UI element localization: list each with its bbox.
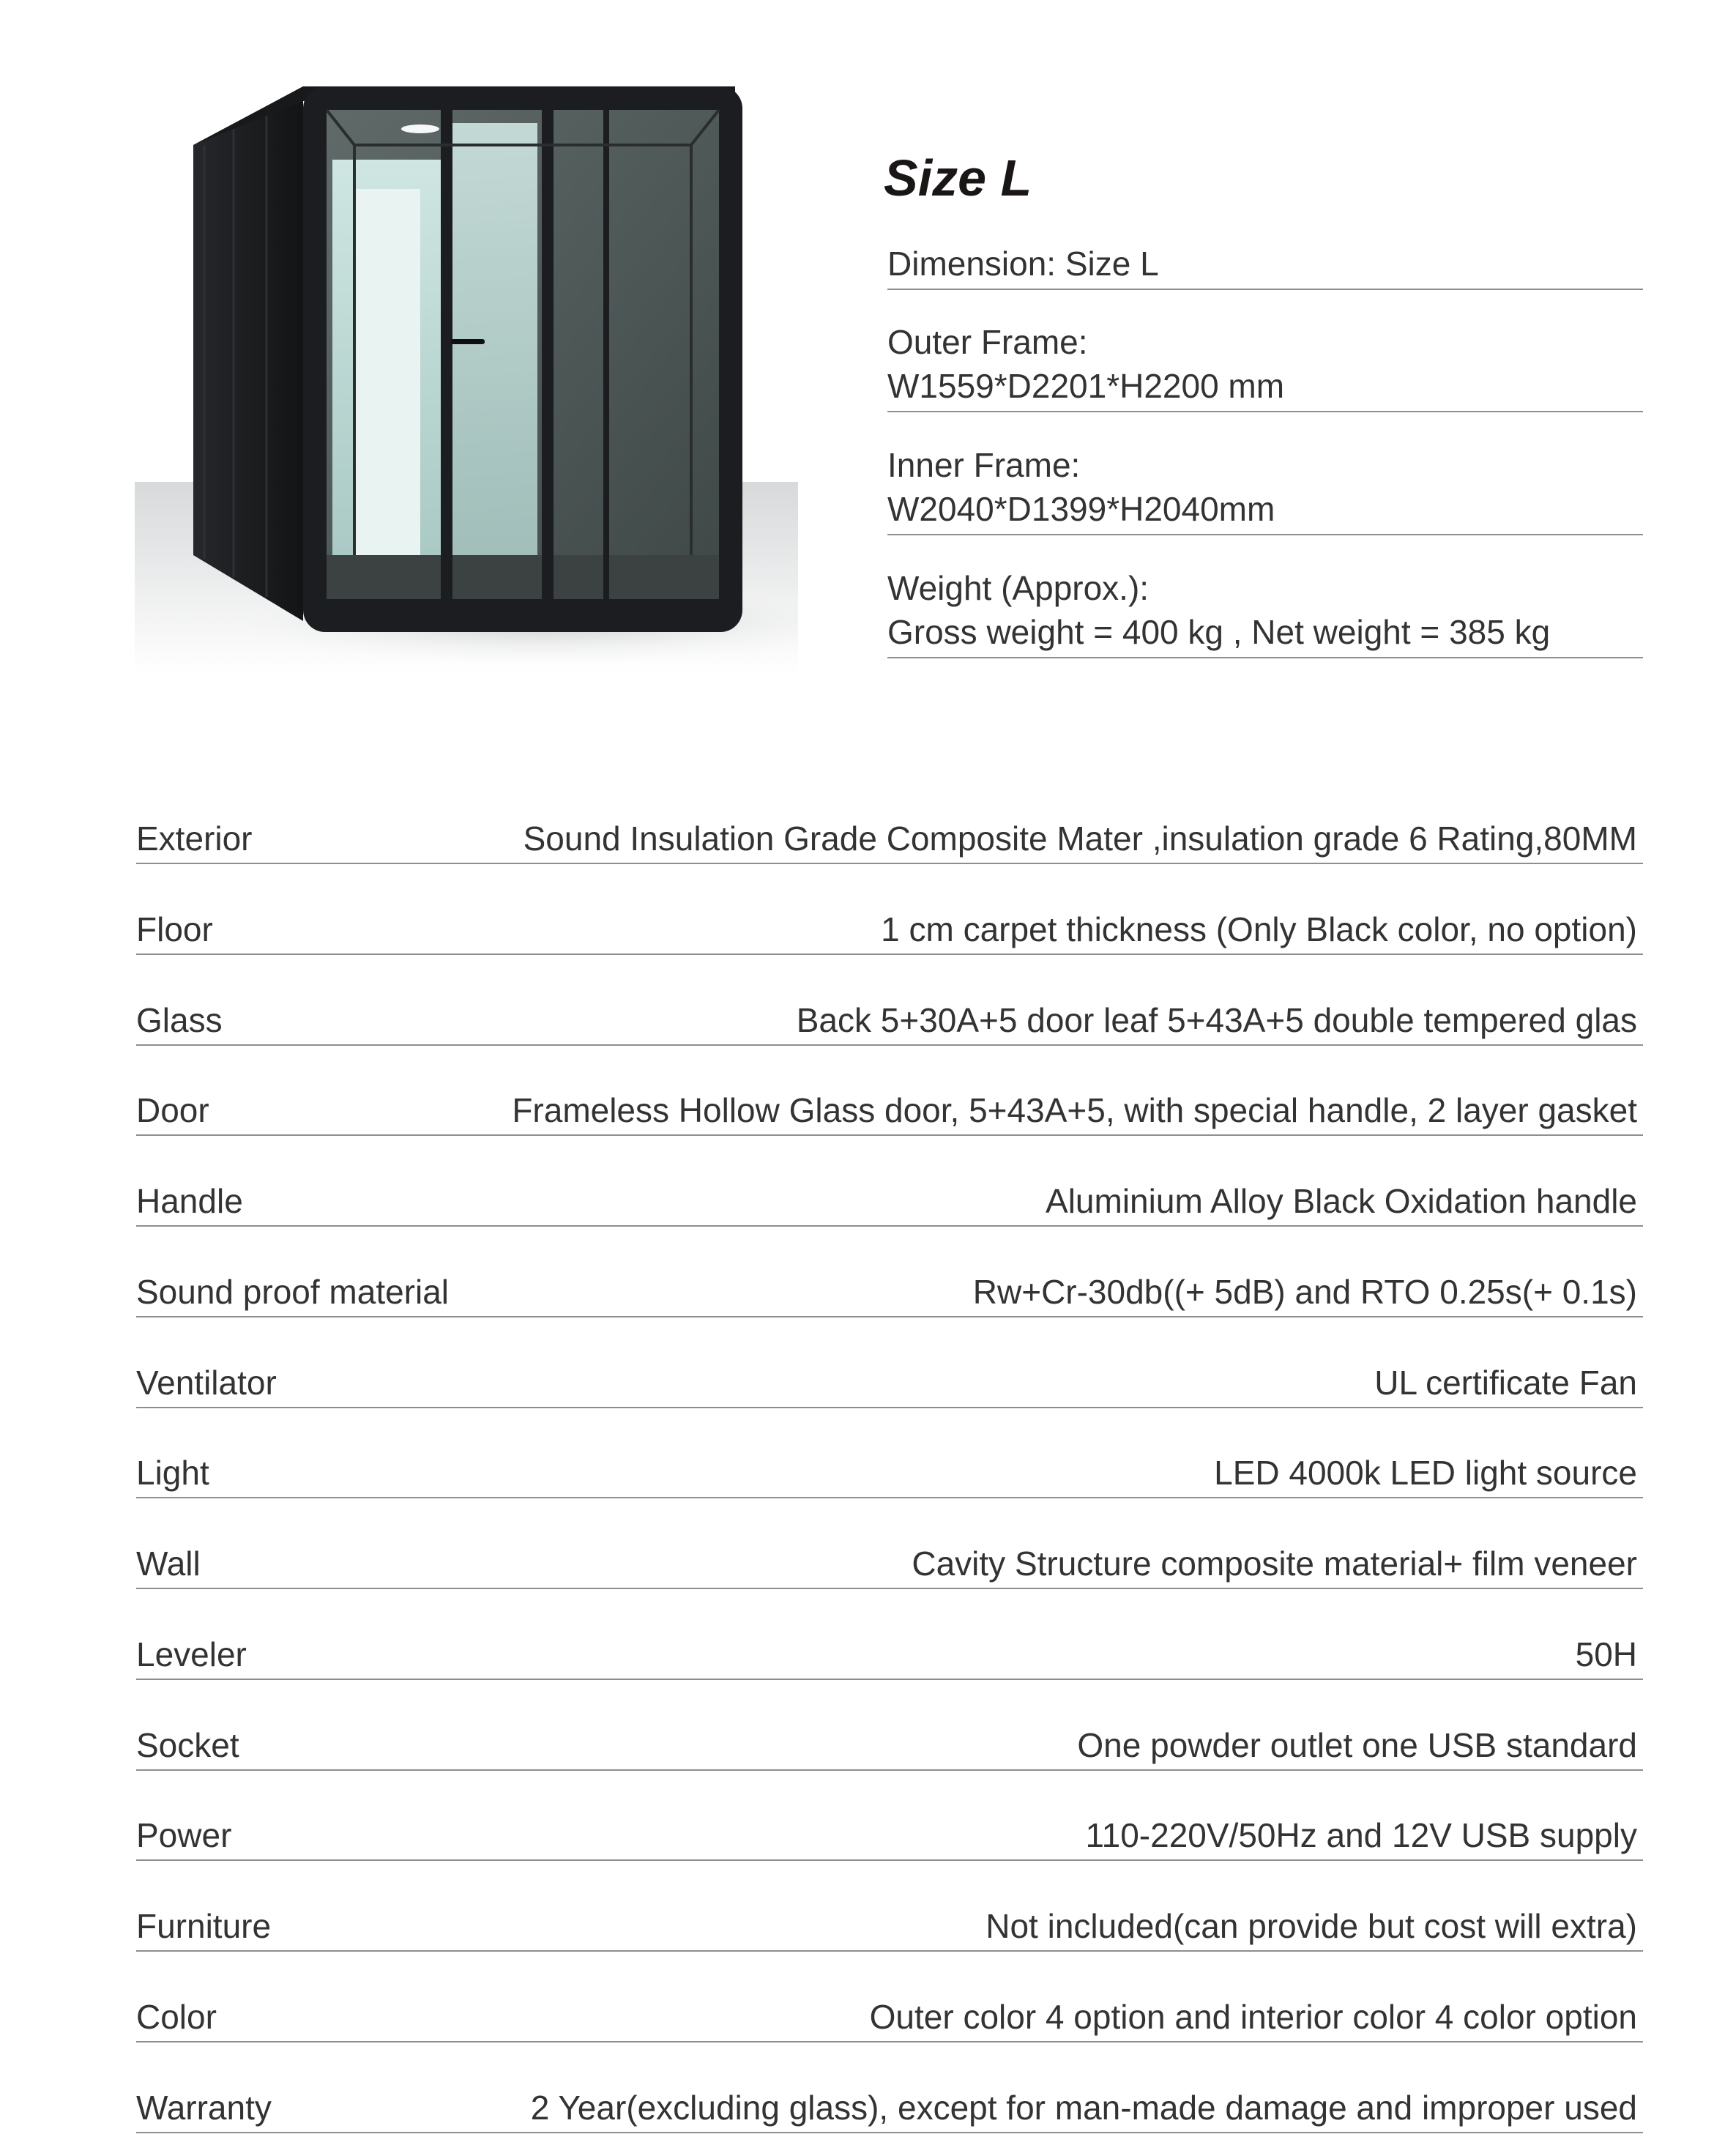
spec-value: Not included(can provide but cost will extra) xyxy=(985,1907,1637,1945)
spec-label: Handle xyxy=(136,1182,243,1220)
outer-frame-spec xyxy=(887,320,1643,412)
spec-value: One powder outlet one USB standard xyxy=(1077,1726,1637,1764)
spec-label: Light xyxy=(136,1454,209,1492)
spec-row-leveler xyxy=(136,1630,1643,1680)
spec-label: Color xyxy=(136,1998,217,2036)
weight-spec xyxy=(887,566,1643,658)
spec-value: 50H xyxy=(1575,1635,1637,1673)
spec-row-sound-proof-material xyxy=(136,1268,1643,1317)
spec-value: Frameless Hollow Glass door, 5+43A+5, with special handle, 2 layer gasket xyxy=(512,1091,1637,1129)
spec-value: Aluminium Alloy Black Oxidation handle xyxy=(1046,1182,1637,1220)
inner-frame-spec-label: Inner Frame: xyxy=(887,446,1081,484)
spec-label: Warranty xyxy=(136,2089,272,2127)
outer-frame-spec-label: Outer Frame: xyxy=(887,323,1088,361)
weight-spec-value: Gross weight = 400 kg , Net weight = 385 kg xyxy=(887,613,1551,651)
page-title: Size L xyxy=(884,149,1032,207)
weight-spec-label: Weight (Approx.): xyxy=(887,569,1150,607)
spec-row-handle xyxy=(136,1177,1643,1227)
spec-value: Cavity Structure composite material+ film veneer xyxy=(912,1544,1637,1583)
spec-label: Glass xyxy=(136,1001,223,1039)
spec-row-wall xyxy=(136,1539,1643,1589)
spec-value: Rw+Cr-30db((+ 5dB) and RTO 0.25s(+ 0.1s) xyxy=(972,1273,1637,1311)
spec-value: Outer color 4 option and interior color 4 color option xyxy=(869,1998,1637,2036)
spec-row-furniture xyxy=(136,1902,1643,1952)
spec-row-warranty xyxy=(136,2083,1643,2133)
spec-label: Floor xyxy=(136,910,213,948)
spec-row-light xyxy=(136,1449,1643,1498)
spec-value: 110-220V/50Hz and 12V USB supply xyxy=(1085,1816,1637,1854)
spec-value: Back 5+30A+5 door leaf 5+43A+5 double tempered glas xyxy=(796,1001,1637,1039)
spec-label: Sound proof material xyxy=(136,1273,450,1311)
spec-label: Wall xyxy=(136,1544,201,1583)
spec-row-power xyxy=(136,1811,1643,1861)
spec-label: Furniture xyxy=(136,1907,272,1945)
spec-row-ventilator xyxy=(136,1358,1643,1408)
inner-frame-spec-value: W2040*D1399*H2040mm xyxy=(887,490,1275,528)
spec-label: Leveler xyxy=(136,1635,247,1673)
spec-row-color xyxy=(136,1993,1643,2042)
spec-row-floor xyxy=(136,905,1643,955)
product-image xyxy=(135,42,798,674)
spec-row-glass xyxy=(136,996,1643,1046)
spec-label: Door xyxy=(136,1091,209,1129)
spec-value: UL certificate Fan xyxy=(1374,1364,1637,1402)
spec-label: Ventilator xyxy=(136,1364,277,1402)
spec-label: Exterior xyxy=(136,819,253,858)
spec-label: Socket xyxy=(136,1726,239,1764)
spec-row-socket xyxy=(136,1721,1643,1771)
spec-row-exterior xyxy=(136,814,1643,864)
inner-frame-spec xyxy=(887,443,1643,535)
spec-value: 2 Year(excluding glass), except for man-made damage and improper used xyxy=(530,2089,1637,2127)
spec-label: Power xyxy=(136,1816,232,1854)
dimension-spec xyxy=(887,242,1643,290)
spec-value: LED 4000k LED light source xyxy=(1214,1454,1637,1492)
phone-booth-pod-image xyxy=(135,42,798,674)
spec-value: Sound Insulation Grade Composite Mater ,insulation grade 6 Rating,80MM xyxy=(523,819,1637,858)
outer-frame-spec-value: W1559*D2201*H2200 mm xyxy=(887,367,1285,405)
spec-row-door xyxy=(136,1086,1643,1136)
spec-value: 1 cm carpet thickness (Only Black color, no option) xyxy=(881,910,1637,948)
dimension-spec-line1: Dimension: Size L xyxy=(887,245,1159,283)
